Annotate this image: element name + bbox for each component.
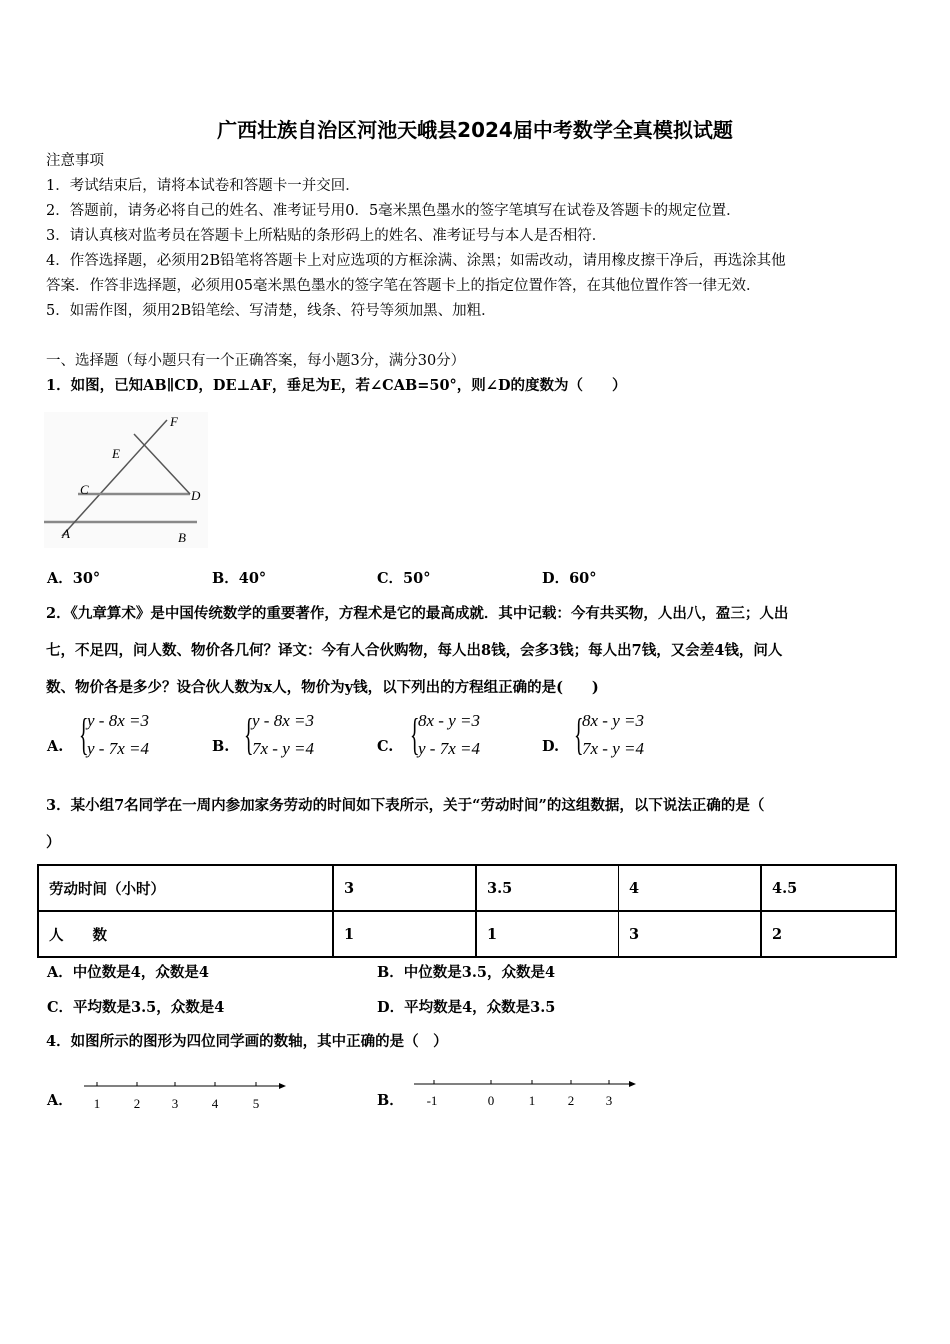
note-item: 答案．作答非选择题，必须用05毫米黑色墨水的签字笔在答题卡上的指定位置作答，在其他位置作答一律无效． (46, 278, 761, 294)
table-cell: 3.5 (476, 865, 619, 911)
equation: 7x - y =4 (582, 739, 644, 758)
tick-label: -1 (426, 1093, 438, 1108)
q2-stem-line: 七，不足四，问人数、物价各几何？译文：今有人合伙购物，每人出8钱，会多3钱；每人出7钱，又会差4钱，问人 (46, 642, 783, 659)
q4-option-a-label: A． (47, 1092, 73, 1109)
q3-option-d: D．平均数是4，众数是3.5 (377, 999, 556, 1016)
label-d: D (191, 488, 201, 503)
label-f: F (170, 414, 178, 429)
note-item: 2．答题前，请务必将自己的姓名、准考证号用0．5毫米黑色墨水的签字笔填写在试卷及答题卡的规定位置． (46, 203, 741, 219)
label-c: C (80, 482, 89, 497)
label-b: B (178, 530, 186, 545)
note-item: 4．作答选择题，必须用2B铅笔将答题卡上对应选项的方框涂满、涂黑；如需改动，请用橡皮擦干净后，再选涂其他 (46, 253, 786, 269)
q2-option-d-label: D. (542, 738, 560, 755)
tick-label: 5 (252, 1096, 260, 1111)
q4-stem: 4．如图所示的图形为四位同学画的数轴，其中正确的是（ ） (46, 1033, 448, 1050)
tick-label: 3 (171, 1096, 179, 1111)
q4-number-line-a (80, 1078, 290, 1114)
note-item: 3．请认真核对监考员在答题卡上所粘贴的条形码上的姓名、准考证号与本人是否相符． (46, 228, 607, 244)
table-cell: 4 (619, 865, 762, 911)
q4-option-b-label: B． (377, 1092, 404, 1109)
table-row (38, 865, 896, 911)
table-cell: 2 (761, 911, 896, 957)
q2-stem-line: 数、物价各是多少？设合伙人数为x人，物价为y钱，以下列出的方程组正确的是( ) (46, 679, 599, 696)
q2-stem-line: 2．《九章算术》是中国传统数学的重要著作，方程术是它的最高成就．其中记载：今有共买物，人出八，盈三；人出 (46, 605, 789, 622)
note-item: 5．如需作图，须用2B铅笔绘、写清楚，线条、符号等须加黑、加粗． (46, 303, 496, 319)
q3-option-a: A．中位数是4，众数是4 (47, 964, 209, 981)
tick-label: 1 (93, 1096, 101, 1111)
q3-stem-line: 3．某小组7名同学在一周内参加家务劳动的时间如下表所示，关于“劳动时间”的这组数据，以下说法正确的是（ (46, 797, 765, 814)
section-heading: 一、选择题（每小题只有一个正确答案，每小题3分，满分30分） (46, 353, 466, 369)
label-a: A (62, 526, 70, 541)
tick-label: 1 (528, 1093, 536, 1108)
equation: 7x - y =4 (252, 739, 314, 758)
table-cell: 3 (619, 911, 762, 957)
q1-option-a: A．30° (47, 570, 101, 587)
q1-option-d: D．60° (542, 570, 597, 587)
table-cell: 人 数 (38, 911, 333, 957)
tick-label: 3 (605, 1093, 613, 1108)
q2-option-a-label: A. (47, 738, 64, 755)
q3-data-table (37, 864, 897, 958)
table-cell: 4.5 (761, 865, 896, 911)
q3-option-c: C．平均数是3.5，众数是4 (47, 999, 225, 1016)
q4-number-line-b (410, 1074, 642, 1110)
q3-option-b: B．中位数是3.5，众数是4 (377, 964, 556, 981)
equation: 8x - y =3 (582, 711, 644, 730)
equation: y - 7x =4 (87, 739, 149, 758)
note-item: 1．考试结束后，请将本试卷和答题卡一并交回． (46, 178, 360, 194)
table-cell: 劳动时间（小时） (38, 865, 333, 911)
table-cell: 1 (333, 911, 476, 957)
label-e: E (112, 446, 120, 461)
page-title: 广西壮族自治区河池天峨县2024届中考数学全真模拟试题 (217, 118, 733, 142)
equation: 8x - y =3 (418, 711, 480, 730)
table-row (38, 911, 896, 957)
q1-option-b: B．40° (212, 570, 267, 587)
q1-geometry-figure (44, 412, 208, 548)
tick-label: 2 (567, 1093, 575, 1108)
q2-option-b-label: B. (212, 738, 230, 755)
equation: y - 7x =4 (418, 739, 480, 758)
table-cell: 3 (333, 865, 476, 911)
q1-stem: 1．如图，已知AB∥CD，DE⊥AF，垂足为E，若∠CAB=50°，则∠D的度数为（ ） (46, 377, 627, 394)
tick-label: 4 (211, 1096, 219, 1111)
q1-option-c: C．50° (377, 570, 431, 587)
notes-heading: 注意事项 (46, 153, 104, 169)
q3-stem-line: ） (46, 834, 61, 851)
equation: y - 8x =3 (87, 711, 149, 730)
tick-label: 0 (487, 1093, 495, 1108)
q2-option-c-label: C. (377, 738, 394, 755)
equation: y - 8x =3 (252, 711, 314, 730)
tick-label: 2 (133, 1096, 141, 1111)
table-cell: 1 (476, 911, 619, 957)
